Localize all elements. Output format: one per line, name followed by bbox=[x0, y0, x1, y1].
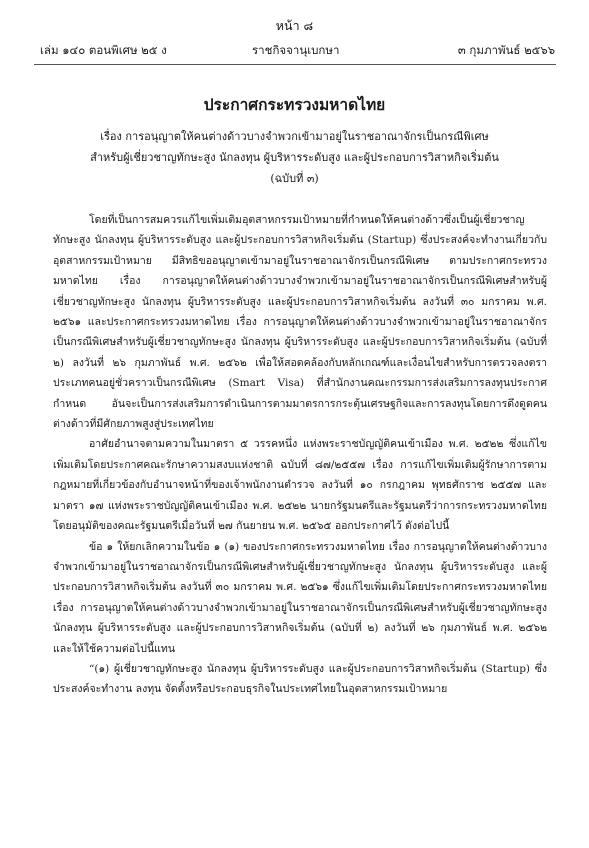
authority-paragraph: อาศัยอำนาจตามความในมาตรา ๕ วรรคหนึ่ง แห่งพระราชบัญญัติคนเข้าเมือง พ.ศ. ๒๕๒๒ ซึ่งแก้ไขเพิ่มเติมโดยประกาศคณะรักษาความสงบแห่งชาติ ฉบับที่ ๘๗/๒๕๕๗ เรื่อง การแก้ไขเพิ่มเติมผู้รักษาการตามกฎหมายที่เกี่ยวข้องกับอำนาจหน้าที่ของเจ้าพนักงานตำรวจ ลงวันที่ ๑๐ กรกฎาคม พุทธศักราช ๒๕๕๗ และมาตรา ๑๗ แห่งพระราชบัญญัติคนเข้าเมือง พ.ศ. ๒๕๒๒ นายกรัฐมนตรีและรัฐมนตรีว่าการกระทรวงมหาดไทย โดยอนุมัติของคณะรัฐมนตรีเมื่อวันที่ ๒๗ กันยายน พ.ศ. ๒๕๖๕ ออกประกาศไว้ ดังต่อไปนี้ bbox=[53, 438, 547, 533]
clause-1-paragraph: ข้อ ๑ ให้ยกเลิกความในข้อ ๑ (๑) ของประกาศกระทรวงมหาดไทย เรื่อง การอนุญาตให้คนต่างด้าวบางจำพวกเข้ามาอยู่ในราชอาณาจักรเป็นกรณีพิเศษสำหรับผู้เชี่ยวชาญทักษะสูง นักลงทุน ผู้บริหารระดับสูง และผู้ประกอบการวิสาหกิจเริ่มต้น ลงวันที่ ๓๐ มกราคม พ.ศ. ๒๕๖๑ ซึ่งแก้ไขเพิ่มเติมโดยประกาศกระทรวงมหาดไทย เรื่อง การอนุญาตให้คนต่างด้าวบางจำพวกเข้ามาอยู่ในราชอาณาจักรเป็นกรณีพิเศษสำหรับผู้เชี่ยวชาญทักษะสูง นักลงทุน ผู้บริหารระดับสูง และผู้ประกอบการวิสาหกิจเริ่มต้น (ฉบับที่ ๒) ลงวันที่ ๒๖ กุมภาพันธ์ พ.ศ. ๒๕๖๒ และให้ใช้ความต่อไปนี้แทน bbox=[53, 540, 547, 655]
header-divider bbox=[34, 64, 556, 65]
clause-1-1-paragraph: “(๑) ผู้เชี่ยวชาญทักษะสูง นักลงทุน ผู้บริหารระดับสูง และผู้ประกอบการวิสาหกิจเริ่มต้น (Startup) ซึ่งประสงค์จะทำงาน ลงทุน จัดตั้งหรือประกอบธุรกิจในประเทศไทยในอุตสาหกรรมเป้าหมาย bbox=[53, 662, 547, 696]
announcement-body bbox=[53, 210, 547, 700]
gazette-name: ราชกิจจานุเบกษา bbox=[252, 43, 340, 57]
announcement-title: ประกาศกระทรวงมหาดไทย bbox=[203, 95, 386, 114]
publication-date: ๓ กุมภาพันธ์ ๒๕๖๖ bbox=[457, 43, 555, 57]
announcement-subject bbox=[0, 126, 589, 189]
page-number: หน้า ๘ bbox=[275, 18, 314, 33]
preamble-paragraph: โดยที่เป็นการสมควรแก้ไขเพิ่มเติมอุตสาหกรรมเป้าหมายที่กำหนดให้คนต่างด้าวซึ่งเป็นผู้เชี่ยวชาญทักษะสูง นักลงทุน ผู้บริหารระดับสูง และผู้ประกอบการวิสาหกิจเริ่มต้น (Startup) ซึ่งประสงค์จะทำงานเกี่ยวกับอุตสาหกรรมเป้าหมาย มีสิทธิขออนุญาตเข้ามาอยู่ในราชอาณาจักรเป็นกรณีพิเศษ ตามประกาศกระทรวงมหาดไทย เรื่อง การอนุญาตให้คนต่างด้าวบางจำพวกเข้ามาอยู่ในราชอาณาจักรเป็นกรณีพิเศษสำหรับผู้เชี่ยวชาญทักษะสูง นักลงทุน ผู้บริหารระดับสูง และผู้ประกอบการวิสาหกิจเริ่มต้น ลงวันที่ ๓๐ มกราคม พ.ศ. ๒๕๖๑ และประกาศกระทรวงมหาดไทย เรื่อง การอนุญาตให้คนต่างด้าวบางจำพวกเข้ามาอยู่ในราชอาณาจักรเป็นกรณีพิเศษสำหรับผู้เชี่ยวชาญทักษะสูง นักลงทุน ผู้บริหารระดับสูง และผู้ประกอบการวิสาหกิจเริ่มต้น (ฉบับที่ ๒) ลงวันที่ ๒๖ กุมภาพันธ์ พ.ศ. ๒๕๖๒ เพื่อให้สอดคล้องกับหลักเกณฑ์และเงื่อนไขสำหรับการตรวจลงตราประเภทคนอยู่ชั่วคราวเป็นกรณีพิเศษ (Smart Visa) ที่สำนักงานคณะกรรมการส่งเสริมการลงทุนประกาศกำหนด อันจะเป็นการส่งเสริมการดำเนินการตามมาตรการกระตุ้นเศรษฐกิจและการลงทุนโดยการดึงดูดคนต่างด้าวที่มีศักยภาพสูงสู่ประเทศไทย bbox=[53, 214, 547, 431]
subject-line: เรื่อง การอนุญาตให้คนต่างด้าวบางจำพวกเข้ามาอยู่ในราชอาณาจักรเป็นกรณีพิเศษ bbox=[100, 130, 489, 143]
subject-line: สำหรับผู้เชี่ยวชาญทักษะสูง นักลงทุน ผู้บริหารระดับสูง และผู้ประกอบการวิสาหกิจเริ่มต้น bbox=[90, 151, 499, 164]
gazette-header bbox=[0, 41, 589, 59]
volume-issue: เล่ม ๑๔๐ ตอนพิเศษ ๒๕ ง bbox=[40, 43, 167, 57]
issue-number: (ฉบับที่ ๓) bbox=[270, 172, 319, 185]
